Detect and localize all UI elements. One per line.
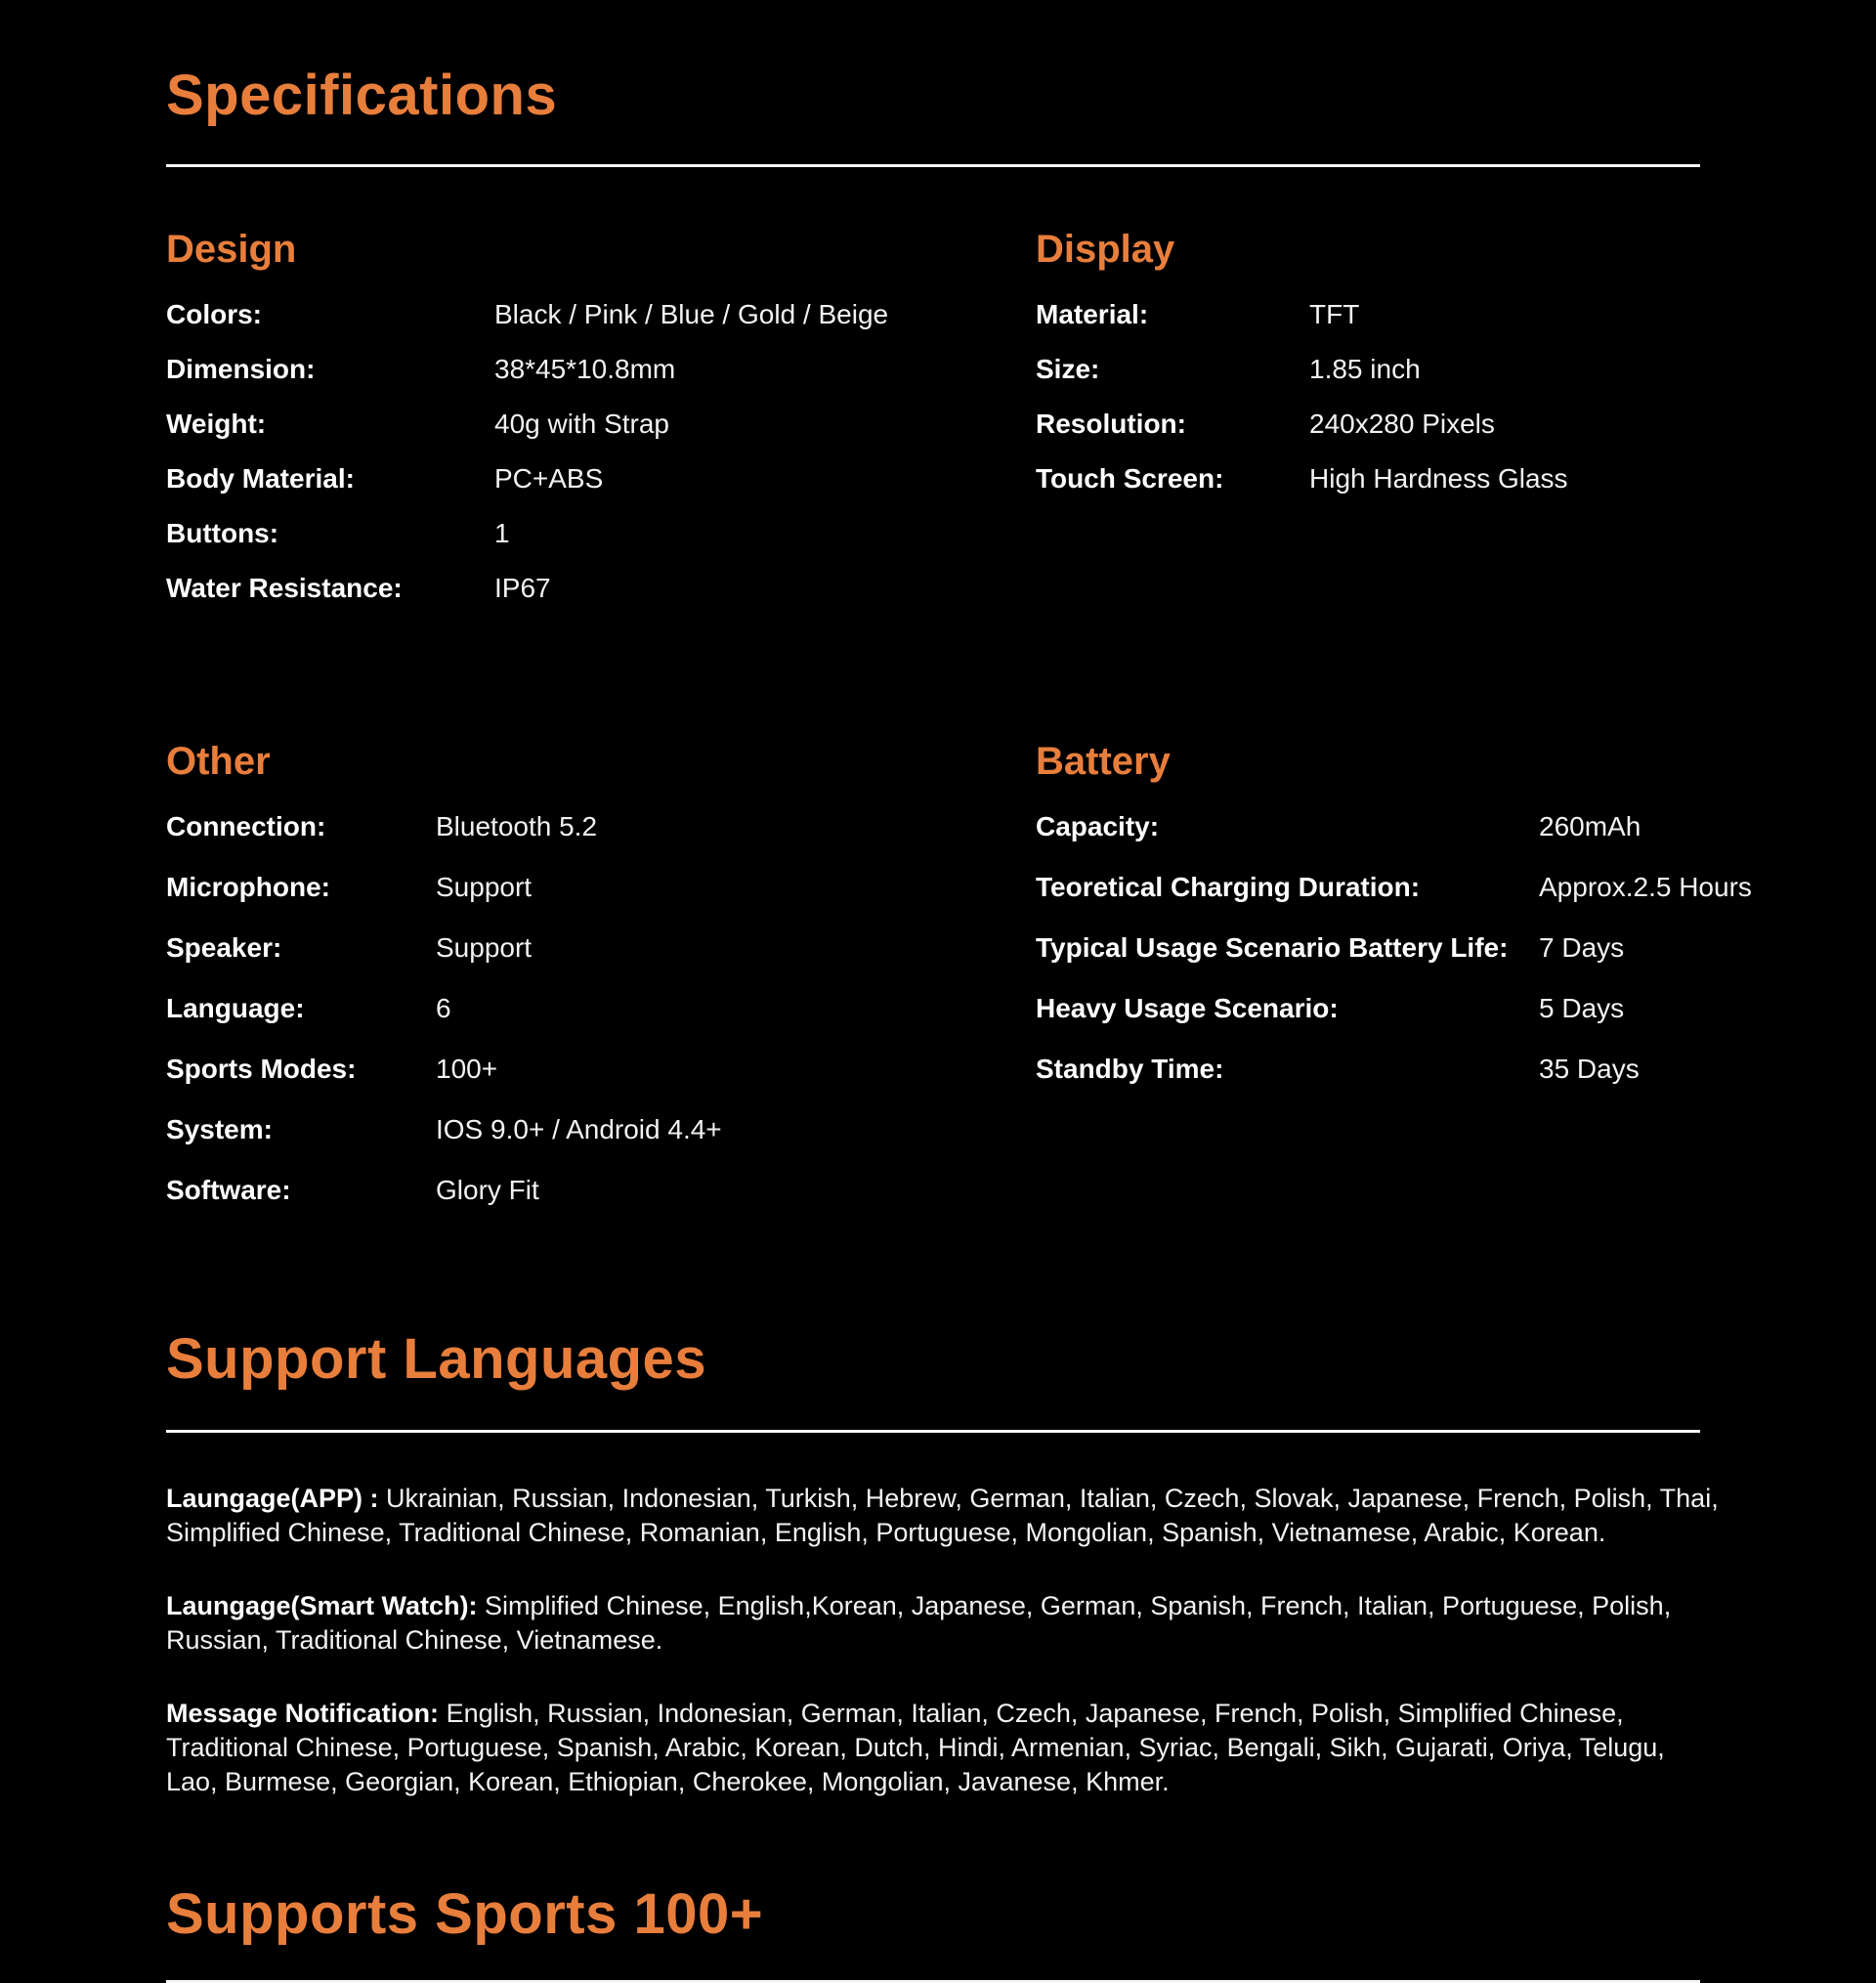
supports-sports-title: Supports Sports 100+ [166,1881,764,1946]
other-section-title: Other [166,739,271,783]
spec-value: Glory Fit [436,1174,539,1205]
spec-label: Connection: [166,810,326,841]
spec-label: Capacity: [1036,810,1160,841]
spec-row-sports-modes [166,1053,1036,1086]
spec-row-typical-battery-life [1036,931,1700,965]
spec-label: Size: [1036,353,1100,384]
language-paragraph-smart-watch [166,1589,1720,1658]
spec-row-colors [166,298,1036,331]
supports-sports-section [166,1883,1700,1983]
spec-row-water-resistance [166,572,1036,605]
paragraph-label: Message Notification: [166,1698,440,1728]
spec-label: Standby Time: [1036,1053,1224,1084]
page-content [166,64,1752,1983]
spec-label: Microphone: [166,871,330,902]
spec-value: 1 [494,517,510,548]
spec-value: 40g with Strap [494,408,669,439]
spec-value: 1.85 inch [1309,353,1421,384]
spec-value: 100+ [436,1053,498,1084]
spec-label: System: [166,1113,273,1144]
spec-columns-bottom [166,739,1752,1234]
spec-value: 240x280 Pixels [1309,408,1495,439]
divider-specifications [166,164,1700,167]
spec-value: High Hardness Glass [1309,462,1568,494]
design-section-title: Design [166,227,297,271]
spec-row-body-material [166,462,1036,496]
spec-value: IP67 [494,572,551,603]
spec-row-software [166,1174,1036,1207]
design-section [166,228,1036,626]
spec-row-weight [166,408,1036,441]
spec-value: 35 Days [1539,1053,1640,1084]
spec-row-touch-screen [1036,462,1700,496]
spec-value: 6 [436,992,451,1023]
spec-label: Typical Usage Scenario Battery Life: [1036,931,1509,963]
battery-section [1036,739,1752,1234]
spec-label: Speaker: [166,931,282,963]
spec-label: Language: [166,992,305,1023]
spec-value: 260mAh [1539,810,1642,841]
spec-row-capacity [1036,810,1700,843]
spec-label: Resolution: [1036,408,1186,439]
spec-label: Heavy Usage Scenario: [1036,992,1339,1023]
display-section [1036,228,1700,626]
spec-value: 38*45*10.8mm [494,353,676,384]
paragraph-label: Laungage(APP) : [166,1483,379,1513]
spec-value: Approx.2.5 Hours [1539,871,1752,902]
battery-section-title: Battery [1036,739,1171,783]
spec-label: Teoretical Charging Duration: [1036,871,1421,902]
language-paragraph-app [166,1482,1720,1550]
language-paragraphs [166,1482,1719,1799]
specifications-title: Specifications [166,64,558,127]
spec-row-charging-duration [1036,871,1752,904]
spec-value: Support [436,931,533,963]
spec-value: IOS 9.0+ / Android 4.4+ [436,1113,722,1144]
paragraph-text: Ukrainian, Russian, Indonesian, Turkish, Hebrew, German, Italian, Czech, Slovak, Japanese, French, Polish, Thai, Simplified Chinese, Traditional Chinese, Romanian, English, Portuguese, Mongolian, Spanish, Vietnamese, Arabic, Korean. [166,1483,1719,1547]
other-section [166,740,1036,1234]
support-languages-section [166,1326,1719,1799]
spec-label: Touch Screen: [1036,462,1224,494]
spec-value: Black / Pink / Blue / Gold / Beige [494,298,889,329]
language-paragraph-notification [166,1697,1720,1799]
spec-row-standby-time [1036,1053,1700,1086]
paragraph-text: English, Russian, Indonesian, German, Italian, Czech, Japanese, French, Polish, Simplified Chinese, Traditional Chinese, Portuguese, Spanish, Arabic, Korean, Dutch, Hindi, Armenian, Syriac, Bengali, Sikh, Gujarati, Oriya, Telugu, Lao, Burmese, Georgian, Korean, Ethiopian, Cherokee, Mongolian, Javanese, Khmer. [166,1698,1665,1796]
spec-label: Sports Modes: [166,1053,357,1084]
spec-label: Weight: [166,408,267,439]
spec-row-microphone [166,871,1036,904]
spec-row-connection [166,810,1036,843]
paragraph-text: Simplified Chinese, English,Korean, Japanese, German, Spanish, French, Italian, Portuguese, Polish, Russian, Traditional Chinese, Vietnamese. [166,1590,1672,1655]
spec-columns-top [166,228,1700,626]
spec-label: Software: [166,1174,291,1205]
spec-label: Body Material: [166,462,355,494]
spec-value: Support [436,871,533,902]
spec-value: 7 Days [1539,931,1625,963]
spec-label: Dimension: [166,353,316,384]
spec-row-speaker [166,931,1036,965]
spec-row-system [166,1113,1036,1146]
spec-value: Bluetooth 5.2 [436,810,598,841]
spec-label: Buttons: [166,517,279,548]
spec-value: TFT [1309,298,1360,329]
spec-row-buttons [166,517,1036,550]
spec-label: Colors: [166,298,262,329]
spec-row-resolution [1036,408,1700,441]
spec-row-size [1036,353,1700,386]
spec-row-dimension [166,353,1036,386]
paragraph-label: Laungage(Smart Watch): [166,1590,478,1620]
spec-value: 5 Days [1539,992,1625,1023]
spec-value: PC+ABS [494,462,604,494]
spec-row-material [1036,298,1700,331]
spec-label: Material: [1036,298,1149,329]
spec-label: Water Resistance: [166,572,403,603]
divider-support-languages [166,1430,1700,1433]
display-section-title: Display [1036,227,1175,271]
support-languages-title: Support Languages [166,1326,707,1391]
spec-row-heavy-usage [1036,992,1700,1025]
spec-row-language [166,992,1036,1025]
